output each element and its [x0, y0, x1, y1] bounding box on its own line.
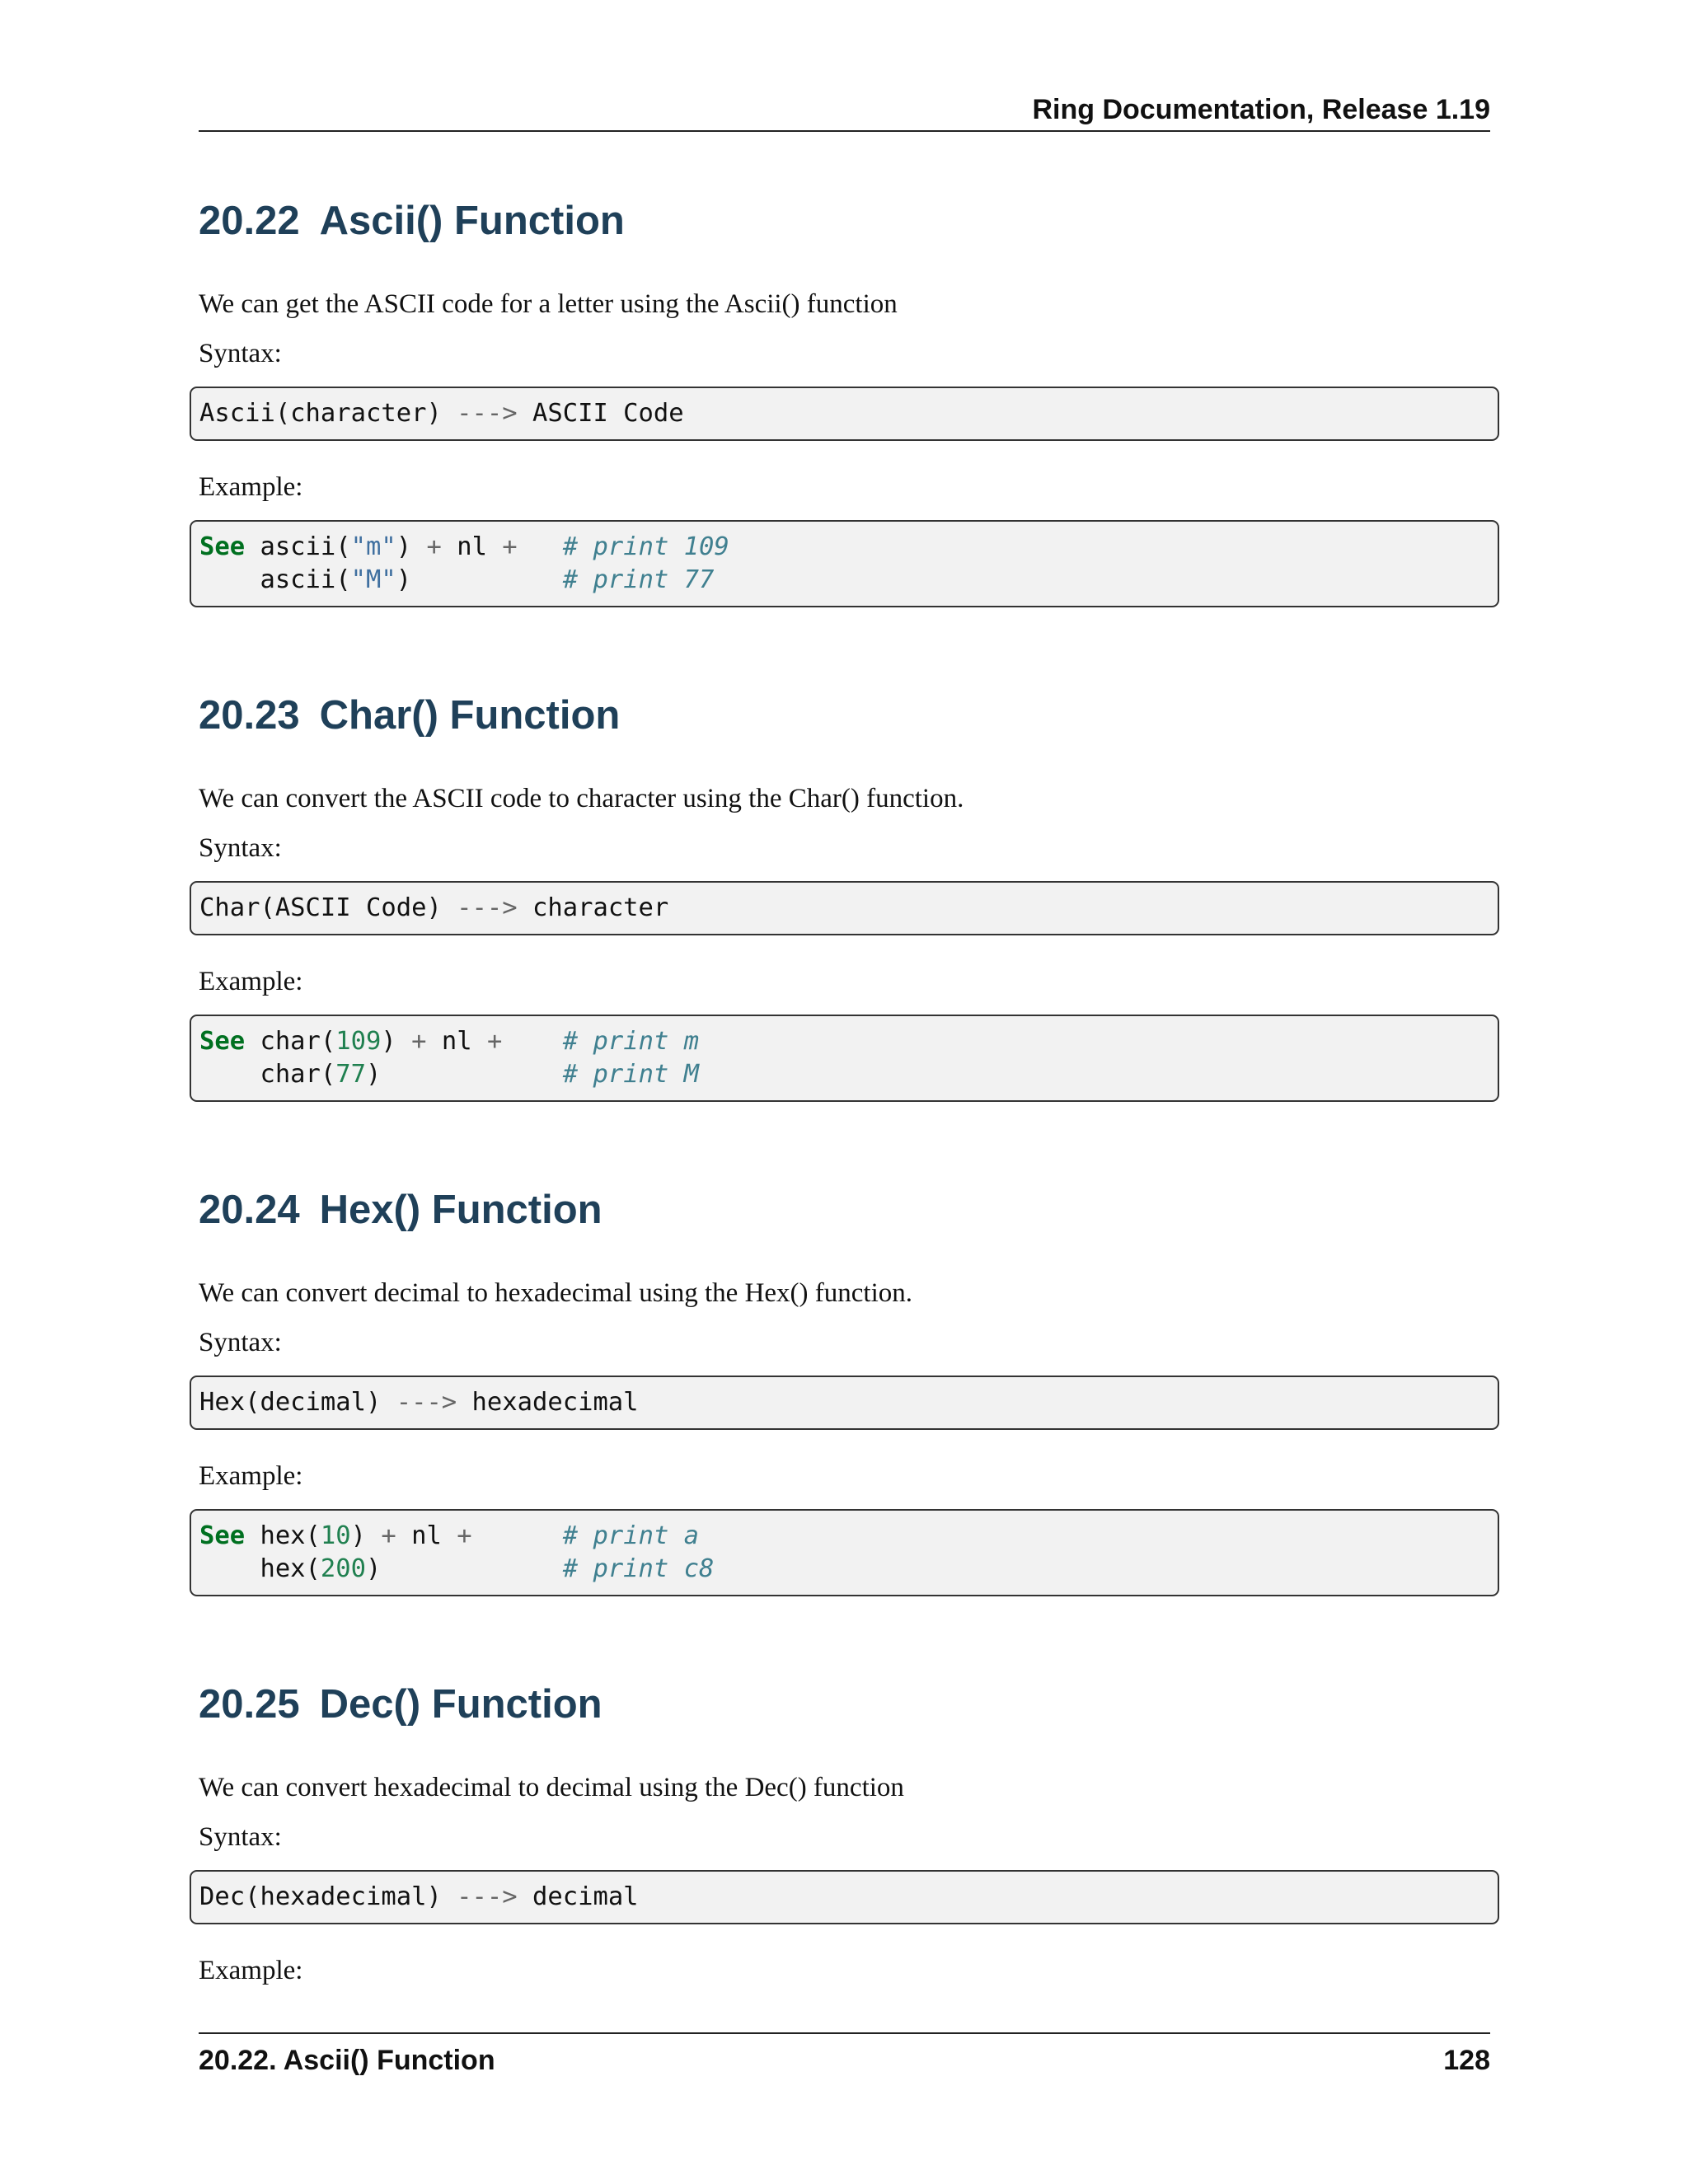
section-title: Ascii() Function	[319, 199, 625, 243]
code-operator: +	[441, 1521, 472, 1550]
code-keyword: See	[199, 532, 246, 561]
code-number: 109	[335, 1027, 382, 1056]
code-keyword: See	[199, 1521, 246, 1550]
code-operator: --->	[381, 1388, 472, 1417]
footer-section-title: 20.22. Ascii() Function	[199, 2045, 495, 2076]
example-label: Example:	[199, 1461, 303, 1491]
section-heading	[199, 1669, 1490, 1740]
code-token: )	[366, 1554, 382, 1583]
example-code-block	[190, 1015, 1499, 1102]
code-token: Char(ASCII Code)	[199, 893, 442, 922]
code-token: )	[350, 1521, 367, 1550]
example-label: Example:	[199, 1956, 303, 1985]
code-token: hex(	[260, 1554, 321, 1583]
code-token: char(	[245, 1027, 336, 1056]
running-header	[199, 89, 1490, 132]
code-token: hex(	[245, 1521, 321, 1550]
syntax-code-block	[190, 1870, 1499, 1924]
code-token: ASCII Code	[532, 399, 684, 428]
code-token: nl	[457, 532, 487, 561]
code-operator: +	[366, 1521, 412, 1550]
code-whitespace	[411, 565, 563, 594]
section-ascii-function	[199, 185, 1490, 607]
code-comment: # print a	[562, 1521, 700, 1550]
code-token: )	[396, 565, 412, 594]
code-operator: --->	[441, 893, 532, 922]
code-comment: # print c8	[562, 1554, 715, 1583]
code-operator: --->	[441, 399, 532, 428]
code-token: ascii(	[260, 565, 351, 594]
syntax-label: Syntax:	[199, 339, 282, 368]
code-token: )	[381, 1027, 396, 1056]
code-token: nl	[441, 1027, 472, 1056]
section-heading	[199, 185, 1490, 256]
document-page	[199, 0, 1490, 2184]
code-whitespace	[381, 1060, 562, 1089]
syntax-label: Syntax:	[199, 1328, 282, 1357]
section-number: 20.23	[199, 693, 300, 738]
section-hex-function	[199, 1174, 1490, 1596]
section-number: 20.25	[199, 1682, 300, 1727]
section-description: We can get the ASCII code for a letter using the Ascii() function	[199, 289, 898, 319]
section-number: 20.24	[199, 1188, 300, 1232]
code-number: 200	[320, 1554, 366, 1583]
section-title: Char() Function	[319, 693, 621, 738]
code-token: character	[532, 893, 669, 922]
code-whitespace	[472, 1521, 563, 1550]
code-comment: # print m	[562, 1027, 700, 1056]
code-whitespace	[199, 565, 260, 594]
code-token: decimal	[532, 1882, 639, 1911]
code-whitespace	[199, 1060, 260, 1089]
example-label: Example:	[199, 472, 303, 502]
code-token: Ascii(character)	[199, 399, 442, 428]
section-dec-function	[199, 1669, 1490, 1989]
section-description: We can convert the ASCII code to character using the Char() function.	[199, 784, 964, 813]
code-token: Dec(hexadecimal)	[199, 1882, 442, 1911]
code-whitespace	[199, 1554, 260, 1583]
syntax-code-block	[190, 387, 1499, 441]
section-heading	[199, 1174, 1490, 1245]
code-token: )	[396, 532, 412, 561]
code-whitespace	[502, 1027, 562, 1056]
syntax-label: Syntax:	[199, 833, 282, 863]
code-whitespace	[518, 532, 563, 561]
code-number: 10	[320, 1521, 351, 1550]
section-title: Dec() Function	[319, 1682, 603, 1727]
code-number: 77	[335, 1060, 367, 1089]
code-token: )	[366, 1060, 382, 1089]
code-token: nl	[411, 1521, 442, 1550]
code-operator: +	[471, 1027, 503, 1056]
page-content	[199, 185, 1490, 2004]
code-token: char(	[260, 1060, 336, 1089]
code-token: hexadecimal	[471, 1388, 639, 1417]
section-title: Hex() Function	[319, 1188, 603, 1232]
example-code-block	[190, 520, 1499, 607]
code-token: ascii(	[245, 532, 351, 561]
syntax-code-block	[190, 881, 1499, 935]
section-char-function	[199, 680, 1490, 1102]
running-footer	[199, 2032, 1490, 2087]
code-whitespace	[381, 1554, 562, 1583]
code-comment: # print 77	[562, 565, 715, 594]
code-keyword: See	[199, 1027, 246, 1056]
page-number: 128	[1443, 2045, 1490, 2076]
section-number: 20.22	[199, 199, 300, 243]
section-description: We can convert decimal to hexadecimal using the Hex() function.	[199, 1278, 913, 1308]
code-string: "m"	[350, 532, 396, 561]
section-heading	[199, 680, 1490, 751]
example-code-block	[190, 1509, 1499, 1596]
code-comment: # print 109	[562, 532, 729, 561]
section-description: We can convert hexadecimal to decimal using the Dec() function	[199, 1773, 904, 1802]
code-operator: +	[396, 1027, 442, 1056]
code-token: Hex(decimal)	[199, 1388, 382, 1417]
syntax-label: Syntax:	[199, 1822, 282, 1852]
code-comment: # print M	[562, 1060, 700, 1089]
example-label: Example:	[199, 967, 303, 996]
code-operator: +	[486, 532, 518, 561]
syntax-code-block	[190, 1376, 1499, 1430]
header-title: Ring Documentation, Release 1.19	[1032, 94, 1490, 125]
code-operator: --->	[441, 1882, 532, 1911]
code-string: "M"	[350, 565, 396, 594]
code-operator: +	[411, 532, 457, 561]
